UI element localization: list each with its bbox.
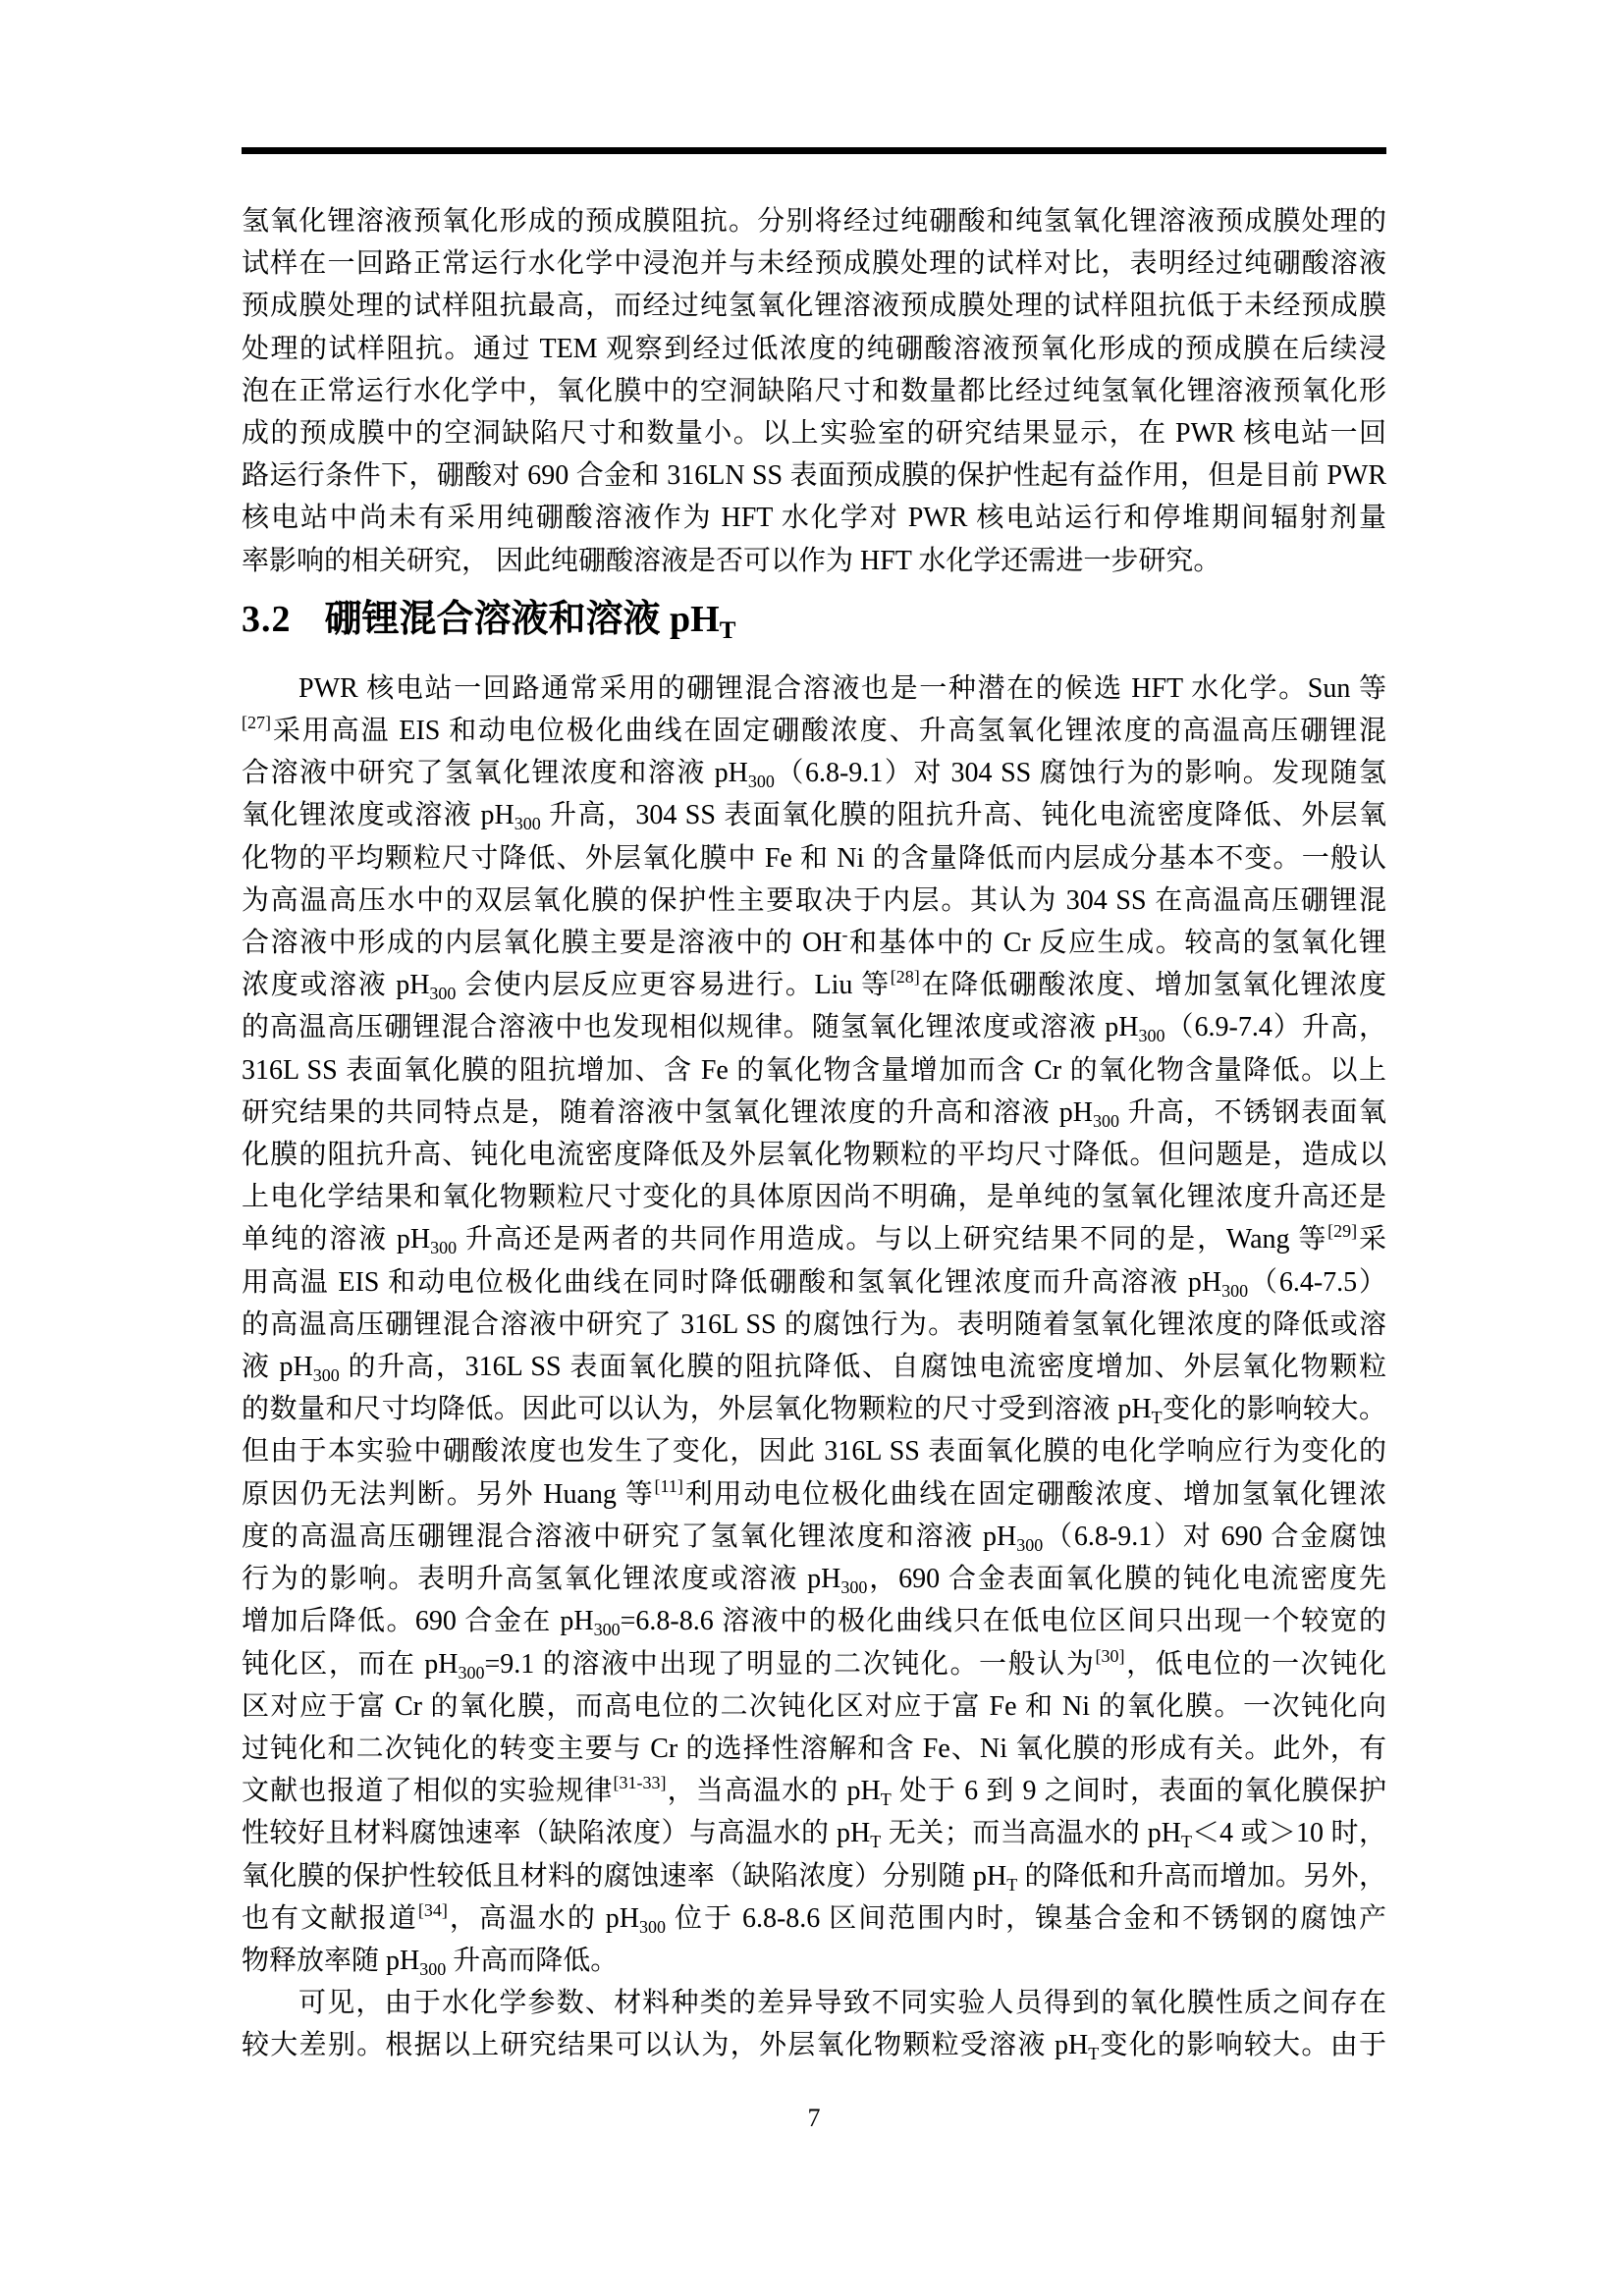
text-line: 氧化锂浓度或溶液 $pH_{300}$ 升高，304 SS 表面氧化膜的阻抗升高、钝化电流密度降低、外层氧	[242, 800, 1386, 834]
text-line: 316L SS 表面氧化膜的阻抗增加、含 Fe 的氧化物含量增加而含 Cr 的氧化物含量降低。以上	[242, 1054, 1386, 1086]
text-line: 的数量和尺寸均降低。因此可以认为，外层氧化物颗粒的尺寸受到溶液 $pH_T$变化的影响较大。	[242, 1394, 1386, 1428]
text-line: 上电化学结果和氧化物颗粒尺寸变化的具体原因尚不明确，是单纯的氢氧化锂浓度升高还是	[242, 1182, 1386, 1213]
text-line: 化膜的阻抗升高、钝化电流密度降低及外层氧化物颗粒的平均尺寸降低。但问题是，造成以	[242, 1140, 1386, 1171]
text-line: 研究结果的共同特点是，随着溶液中氢氧化锂浓度的升高和溶液 $pH_{300}$ 升高，不锈钢表面氧	[242, 1096, 1386, 1131]
text-line: 行为的影响。表明升高氢氧化锂浓度或溶液 $pH_{300}$，690 合金表面氧化膜的钝化电流密度先	[242, 1564, 1386, 1598]
text-line: [27]采用高温 EIS 和动电位极化曲线在固定硼酸浓度、升高氢氧化锂浓度的高温高压硼锂混	[242, 713, 1386, 747]
text-line: 化物的平均颗粒尺寸降低、外层氧化膜中 Fe 和 Ni 的含量降低而内层成分基本不变。一般认	[242, 842, 1386, 874]
section-heading	[242, 594, 1386, 645]
text-line: 但由于本实验中硼酸浓度也发生了变化，因此 316L SS 表面氧化膜的电化学响应行为变化的	[242, 1436, 1386, 1468]
text-line: 的高温高压硼锂混合溶液中也发现相似规律。随氢氧化锂浓度或溶液 $pH_{300}(6.9-7.4)$升高，	[242, 1012, 1386, 1046]
text-line: 原因仍无法判断。另外 Huang 等[11]利用动电位极化曲线在固定硼酸浓度、增加氢氧化锂浓	[242, 1475, 1386, 1510]
text-line: 为高温高压水中的双层氧化膜的保护性主要取决于内层。其认为 304 SS 在高温高压硼锂混	[242, 884, 1386, 916]
text-line: 单纯的溶液 $pH_{300}$ 升高还是两者的共同作用造成。与以上研究结果不同的是，Wang 等[29]采	[242, 1221, 1386, 1258]
paragraph-summary	[242, 1982, 1386, 2066]
text-line: 核电站中尚未有采用纯硼酸溶液作为 HFT 水化学对 PWR 核电站运行和停堆期间辐射剂量	[242, 503, 1386, 534]
text-line: 路运行条件下，硼酸对 690 合金和 316LN SS 表面预成膜的保护性起有益作用，但是目前 PWR	[242, 460, 1386, 492]
page-content	[242, 200, 1386, 2067]
text-line: 的高温高压硼锂混合溶液中研究了 316L SS 的腐蚀行为。表明随着氢氧化锂浓度的降低或溶	[242, 1308, 1386, 1340]
section-title: 硼锂混合溶液和溶液 $pH_T$	[324, 598, 736, 644]
text-line: 浓度或溶液 $pH_{300}$ 会使内层反应更容易进行。Liu 等[28]在降低硼酸浓度、增加氢氧化锂浓度	[242, 967, 1386, 1004]
text-line: 也有文献报道[34]，高温水的 $pH_{300}$ 位于 6.8-8.6 区间范围内时，镍基合金和不锈钢的腐蚀产	[242, 1899, 1386, 1937]
text-line: 钝化区，而在 $pH_{300}=9.1$ 的溶液中出现了明显的二次钝化。一般认为[30]，低电位的一次钝化	[242, 1645, 1386, 1682]
page-number: 7	[807, 2104, 821, 2132]
text-line: 氧化膜的保护性较低且材料的腐蚀速率（缺陷浓度）分别随 $pH_T$ 的降低和升高而增加。另外，	[242, 1860, 1386, 1895]
text-line: 处理的试样阻抗。通过 TEM 观察到经过低浓度的纯硼酸溶液预氧化形成的预成膜在后续浸	[242, 333, 1386, 364]
text-line: 区对应于富 Cr 的氧化膜，而高电位的二次钝化区对应于富 Fe 和 Ni 的氧化膜。一次钝化向	[242, 1690, 1386, 1722]
paragraph-body	[242, 667, 1386, 1982]
text-line: 液 $pH_{300}$ 的升高，316L SS 表面氧化膜的阻抗降低、自腐蚀电流密度增加、外层氧化物颗粒	[242, 1352, 1386, 1386]
text-line: 试样在一回路正常运行水化学中浸泡并与未经预成膜处理的试样对比，表明经过纯硼酸溶液	[242, 248, 1386, 280]
section-number: 3.2	[242, 598, 292, 640]
text-line: 率影响的相关研究， 因此纯硼酸溶液是否可以作为 HFT 水化学还需进一步研究。	[242, 545, 1221, 576]
text-line: PWR 核电站一回路通常采用的硼锂混合溶液也是一种潜在的候选 HFT 水化学。Sun 等	[298, 672, 1386, 704]
paragraph-continued	[242, 200, 1386, 582]
text-line: 合溶液中形成的内层氧化膜主要是溶液中的 OH-和基体中的 Cr 反应生成。较高的氢氧化锂	[242, 925, 1386, 959]
text-line: 用高温 EIS 和动电位极化曲线在同时降低硼酸和氢氧化锂浓度而升高溶液 $pH_{300}(6.4-7.5)$	[242, 1266, 1386, 1301]
text-line: 性较好且材料腐蚀速率（缺陷浓度）与高温水的 $pH_T$ 无关；而当高温水的 $pH_T<4$ 或＞10 时，	[242, 1818, 1386, 1852]
text-line: 氢氧化锂溶液预氧化形成的预成膜阻抗。分别将经过纯硼酸和纯氢氧化锂溶液预成膜处理的	[242, 206, 1386, 237]
text-line: 泡在正常运行水化学中，氧化膜中的空洞缺陷尺寸和数量都比经过纯氢氧化锂溶液预氧化形	[242, 375, 1386, 406]
text-line: 度的高温高压硼锂混合溶液中研究了氢氧化锂浓度和溶液 $pH_{300}(6.8-9.1)$对 690 合金腐蚀	[242, 1521, 1386, 1555]
text-line: 较大差别。根据以上研究结果可以认为，外层氧化物颗粒受溶液 $pH_T$变化的影响较大。由于	[242, 2030, 1386, 2064]
header-rule	[242, 147, 1386, 154]
text-line: 文献也报道了相似的实验规律[31-33]，当高温水的 $pH_T$ 处于 6 到 9 之间时，表面的氧化膜保护	[242, 1773, 1386, 1810]
text-line: 可见，由于水化学参数、材料种类的差异导致不同实验人员得到的氧化膜性质之间存在	[298, 1988, 1386, 2019]
text-line: 合溶液中研究了氢氧化锂浓度和溶液 $pH_{300}(6.8-9.1)$对 304 SS 腐蚀行为的影响。发现随氢	[242, 758, 1386, 792]
text-line: 物释放率随 $pH_{300}$ 升高而降低。	[242, 1945, 619, 1979]
text-line: 预成膜处理的试样阻抗最高，而经过纯氢氧化锂溶液预成膜处理的试样阻抗低于未经预成膜	[242, 291, 1386, 322]
text-line: 成的预成膜中的空洞缺陷尺寸和数量小。以上实验室的研究结果显示，在 PWR 核电站一回	[242, 418, 1386, 450]
text-line: 过钝化和二次钝化的转变主要与 Cr 的选择性溶解和含 Fe、Ni 氧化膜的形成有关。此外，有	[242, 1733, 1386, 1764]
text-line: 增加后降低。690 合金在 $pH_{300}=6.8-8.6$ 溶液中的极化曲线只在低电位区间只出现一个较宽的	[242, 1606, 1386, 1640]
